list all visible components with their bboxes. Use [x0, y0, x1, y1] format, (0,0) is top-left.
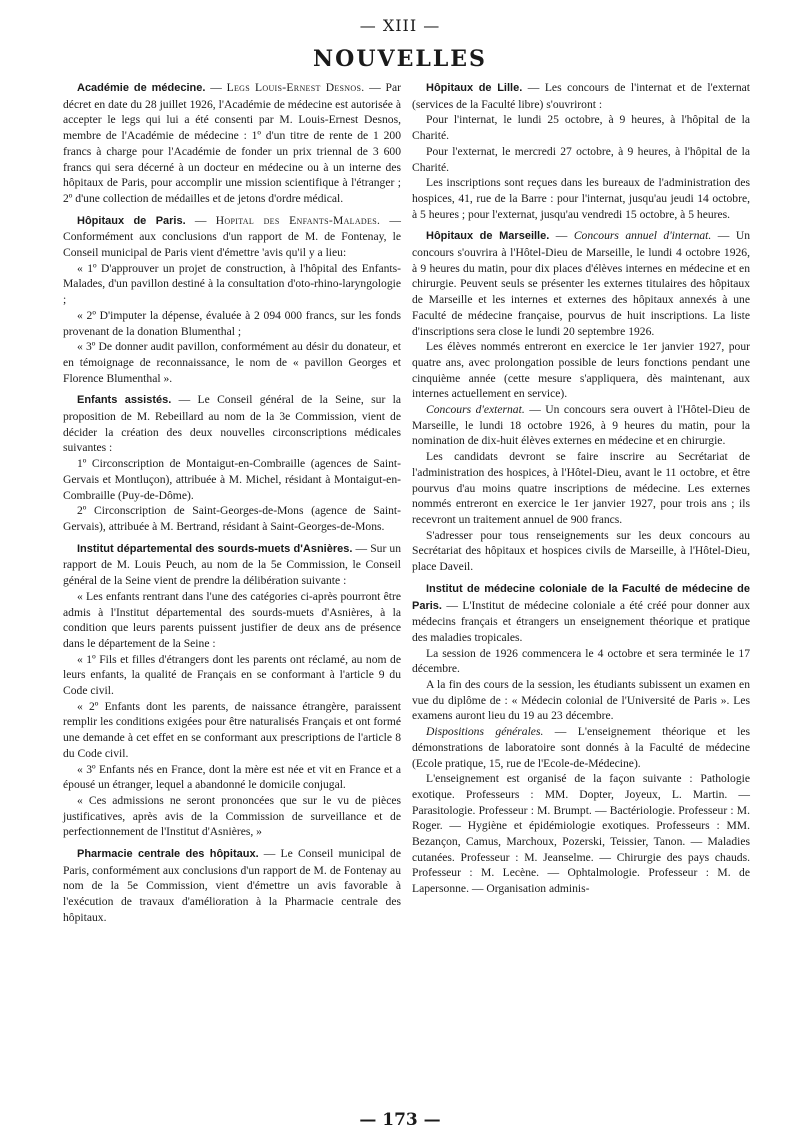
- paragraph: Les élèves nommés entreront en exercice le 1er janvier 1927, pour quatre ans, avec prolongation possible de leurs fonctions pendant une cinquième année (cette mesure s'appliquera, dès maintenant, aux internes actuellement en service).: [412, 340, 750, 401]
- section-text: — Conformément aux conclusions d'un rapport de M. de Fontenay, le Conseil municipal de Paris vient d'émettre 'avis qu'il y a lieu:: [63, 213, 401, 260]
- section-text: — L'Institut de médecine coloniale a été créé pour donner aux médecins français et étrangers un enseignement théorique et pratique des maladies tropicales.: [412, 598, 750, 644]
- paragraph: « Les enfants rentrant dans l'une des catégories ci-après pourront être admis à l'Institut départemental des sourds-muets d'Asnières, à la condition que leurs parents puissent justifier de deux ans de présence dans le département de la Seine :: [63, 589, 401, 650]
- section-text: — Les concours de l'internat et de l'externat (services de la Faculté libre) s'ouvriront :: [412, 81, 750, 111]
- section-enfants-assistes: [63, 392, 401, 534]
- section-subheading: Hopital des Enfants-Malades.: [215, 213, 381, 227]
- section-heading: Institut de médecine coloniale de la Faculté de médecine de Paris.: [412, 582, 750, 612]
- paragraph: La session de 1926 commencera le 4 octobre et sera terminée le 17 décembre.: [412, 646, 750, 676]
- section-heading: Hôpitaux de Marseille.: [426, 230, 550, 243]
- section-heading: Pharmacie centrale des hôpitaux.: [77, 848, 259, 861]
- paragraph: S'adresser pour tous renseignements sur les deux concours au Secrétariat des hôpitaux et hospices civils de Marseille, à l'Hôtel-Dieu, place Daveil.: [412, 528, 750, 574]
- section-medecine-coloniale: [412, 581, 750, 897]
- paragraph: Pour l'externat, le mercredi 27 octobre, à 9 heures, à l'hôpital de la Charité.: [412, 144, 750, 174]
- paragraph: [412, 724, 750, 771]
- page-number-roman: — XIII —: [359, 16, 441, 35]
- dash: —: [185, 213, 216, 227]
- paragraph-subheading: Concours d'externat.: [426, 403, 525, 417]
- section-heading: Institut départemental des sourds-muets d'Asnières.: [77, 542, 353, 555]
- right-column: [412, 80, 750, 897]
- section-hopitaux-paris: [63, 213, 401, 387]
- left-column: [63, 80, 401, 926]
- paragraph: [412, 228, 750, 339]
- paragraph: [63, 846, 401, 926]
- paragraph-text: — L'enseignement théorique et les démonstrations de laboratoire sont donnés à la Faculté de médecine (Ecole pratique, 15, rue de l'Ecole-de-Médecine).: [412, 725, 750, 770]
- section-hopitaux-lille: [412, 80, 750, 222]
- paragraph: « 1º D'approuver un projet de construction, à l'hôpital des Enfants-Malades, d'un pavillon destiné à la consultation d'oto-rhino-laryngologie ;: [63, 261, 401, 307]
- dash: —: [549, 229, 574, 243]
- section-text: — Sur un rapport de M. Louis Peuch, au nom de la 5e Commission, le Conseil général de la Seine vient de prendre la délibération suivante :: [63, 541, 401, 588]
- paragraph: « 1º Fils et filles d'étrangers dont les parents ont réclamé, au nom de leurs enfants, la qualité de Français en se conformant à l'article 9 du Code civil.: [63, 652, 401, 698]
- page-number: — 173 —: [359, 1110, 441, 1130]
- section-sourds-muets: [63, 541, 401, 840]
- section-text: — Par décret en date du 28 juillet 1926, l'Académie de médecine est autorisée à accepter le legs qui lui a été consenti par M. Louis-Ernest Desnos, membre de l'Académie de médecine : 1º d'un titre de rente de 1 200 francs à charge pour l'Académie de fonder un prix triennal de 3 600 francs qui sera décerné à un docteur en médecine ou à un interne des hôpitaux de Paris, pour accomplir une mission scientifique à l'étranger ; 2º d'une collection de médailles et de jetons d'ordre médical.: [63, 81, 401, 205]
- section-heading: Hôpitaux de Lille.: [426, 82, 523, 94]
- paragraph: 1º Circonscription de Montaigut-en-Combraille (agences de Saint-Gervais et Montluçon), attribuée à M. Michel, résidant à Montaigut-en-Combraille (Puy-de-Dôme).: [63, 457, 401, 502]
- section-text: — Le Conseil général de la Seine, sur la proposition de M. Rebeillard au nom de la 3e Commission, vient de décider la création des deux nouvelles circonscriptions médicales suivantes :: [63, 393, 402, 455]
- paragraph: [412, 80, 750, 112]
- paragraph: 2º Circonscription de Saint-Georges-de-Mons (agence de Saint-Gervais), attribuée à M. Bertrand, résidant à Saint-Georges-de-Mons.: [63, 504, 401, 533]
- section-heading: Hôpitaux de Paris.: [77, 214, 186, 227]
- paragraph: Les candidats devront se faire inscrire au Secrétariat de l'administration des hospices, à l'Hôtel-Dieu, avant le 11 octobre, et être pourvus d'au moins quatre inscriptions de médecine. Les externes nommés entreront en exercice le 1er janvier 1927, pour trois ans ; ils recevront un traitement annuel de 900 francs.: [412, 450, 750, 526]
- paragraph: « 3º De donner audit pavillon, conformément au désir du donateur, et en témoignage de reconnaissance, le nom de « pavillon Georges et Florence Blumenthal ».: [63, 340, 401, 385]
- section-subheading: Legs Louis-Ernest Desnos.: [226, 81, 365, 94]
- paragraph: « Ces admissions ne seront prononcées que sur le vu de pièces justificatives, après avis de la Commission de surveillance et de perfectionnement de l'Institut d'Asnières, »: [63, 793, 401, 839]
- paragraph: [63, 392, 401, 456]
- section-subheading: Concours annuel d'internat.: [573, 229, 712, 243]
- paragraph: « 2º Enfants dont les parents, de naissance étrangère, paraissent remplir les conditions exigées pour être naturalisés Français et ont formé une demande à cet effet en se conformant aux prescriptions de l'article 8 du Code civil.: [63, 699, 401, 760]
- paragraph: Pour l'internat, le lundi 25 octobre, à 9 heures, à l'hôpital de la Charité.: [412, 113, 750, 143]
- dash: —: [205, 81, 227, 94]
- section-heading: Académie de médecine.: [77, 82, 206, 94]
- paragraph: [63, 80, 401, 207]
- paragraph: « 3º Enfants nés en France, dont la mère est née et vit en France et a épousé un étranger, lequel a abandonné le domicile conjugal.: [63, 762, 401, 792]
- section-heading: Enfants assistés.: [77, 394, 172, 407]
- section-pharmacie: [63, 846, 401, 926]
- paragraph-subheading: Dispositions générales.: [426, 725, 544, 739]
- paragraph: [412, 581, 750, 646]
- paragraph: Les inscriptions sont reçues dans les bureaux de l'administration des hospices, 41, rue de la Barre : pour l'internat, jusqu'au jeudi 14 octobre, à 5 heures ; pour l'externat, jusqu'au vendredi 15 octobre, à 5 heures.: [412, 176, 750, 221]
- paragraph: [63, 213, 401, 261]
- paragraph-text: — Un concours sera ouvert à l'Hôtel-Dieu de Marseille, le lundi 18 octobre 1926, à 9 heures du matin, pour la nomination de dix-huit élèves externes en médecine et en chirurgie.: [412, 403, 750, 448]
- section-text: — Un concours s'ouvrira à l'Hôtel-Dieu de Marseille, le lundi 4 octobre 1926, à 9 heures du matin, pour dix places d'élèves internes en médecine et en chirurgie. Peuvent seuls se présenter les externes titulaires des hôpitaux de Marseille et les internes et externes des hôpitaux annexés à une Faculté de médecine française, pourvus de huit inscriptions. La liste d'inscriptions sera close le lundi 20 septembre 1926.: [412, 229, 750, 338]
- section-academie: [63, 80, 401, 207]
- paragraph: [412, 402, 750, 449]
- paragraph: A la fin des cours de la session, les étudiants subissent un examen en vue du diplôme de : « Médecin colonial de l'Université de Paris ». Les examens auront lieu du 19 au 23 décembre.: [412, 678, 750, 723]
- section-text: — Le Conseil municipal de Paris, conformément aux conclusions d'un rapport de M. de Fontenay au nom de la 5e Commission, vient d'émettre un avis favorable à l'exécution de travaux d'amélioration à la Pharmacie centrale des hôpitaux.: [63, 847, 401, 924]
- paragraph: « 2º D'imputer la dépense, évaluée à 2 094 000 francs, sur les fonds provenant de la donation Blumenthal ;: [63, 308, 401, 338]
- section-hopitaux-marseille: [412, 228, 750, 574]
- paragraph: L'enseignement est organisé de la façon suivante : Pathologie exotique. Professeurs : MM. Dopter, Joyeux, L. Martin. — Parasitologie. Professeur : M. Brumpt. — Bactériologie. Professeur : M. Roger. — Hygiène et épidémiologie exotiques. Professeurs : MM. Bezançon, Camus, Marchoux, Pozerski, Teissier, Tanon. — Maladies cutanées. Professeur : M. Jeanselme. — Chirurgie des pays chauds. Professeur : M. Lecène. — Ophtalmologie. Professeur : M. de Lapersonne. — Organisation adminis-: [412, 772, 750, 896]
- paragraph: [63, 541, 401, 589]
- page-title: NOUVELLES: [313, 46, 487, 72]
